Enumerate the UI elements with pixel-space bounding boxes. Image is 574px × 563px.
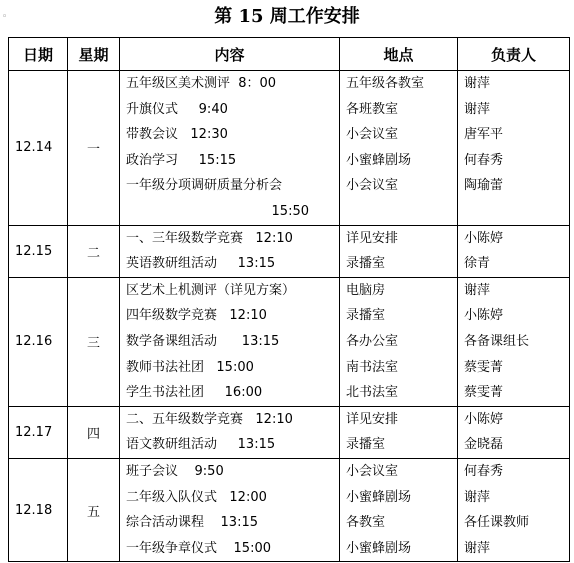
place-line: 小蜜蜂剧场	[346, 540, 412, 556]
content-line: 一、三年级数学竞赛 12:10	[126, 230, 293, 246]
schedule-body	[9, 71, 570, 562]
weekday-cell: 五	[68, 458, 120, 561]
content-line: 15:50	[271, 203, 309, 219]
place-line: 各教室	[346, 515, 386, 531]
content-line: 班子会议 9:50	[126, 463, 224, 479]
place-line: 各班教室	[346, 101, 399, 117]
header-place: 地点	[340, 38, 458, 71]
content-cell	[120, 71, 340, 226]
content-line: 教师书法社团 15:00	[126, 359, 254, 375]
weekday-cell: 三	[68, 277, 120, 406]
person-line: 徐青	[464, 256, 491, 272]
header-content: 内容	[120, 38, 340, 71]
place-line: 录播室	[346, 437, 386, 453]
header-date: 日期	[9, 38, 68, 71]
date-cell: 12.17	[9, 406, 68, 458]
person-line: 何春秀	[464, 463, 504, 479]
content-cell	[120, 277, 340, 406]
person-line: 谢萍	[464, 76, 491, 91]
weekday-cell: 四	[68, 406, 120, 458]
date-cell: 12.16	[9, 277, 68, 406]
person-line: 小陈婷	[464, 308, 504, 324]
content-line: 一年级争章仪式 15:00	[126, 540, 271, 556]
table-row	[9, 458, 570, 561]
place-line: 北书法室	[346, 385, 399, 401]
content-line: 学生书法社团 16:00	[126, 385, 263, 401]
person-line	[458, 199, 569, 225]
place-line: 小蜜蜂剧场	[346, 152, 412, 168]
page-title: 第 15 周工作安排	[214, 6, 360, 27]
table-row	[9, 71, 570, 226]
table-row	[9, 277, 570, 406]
place-line: 录播室	[346, 256, 386, 272]
person-line: 唐军平	[464, 127, 504, 143]
place-line: 详见安排	[346, 230, 399, 246]
person-line: 蔡雯菁	[464, 359, 504, 375]
person-line: 谢萍	[464, 282, 491, 298]
content-line: 四年级数学竞赛 12:10	[126, 308, 267, 324]
schedule-table	[8, 37, 570, 562]
place-cell	[340, 406, 458, 458]
content-line: 英语教研组活动 13:15	[126, 256, 276, 272]
content-line: 五年级区美术测评 8：00	[126, 76, 277, 91]
place-line: 详见安排	[346, 411, 399, 427]
place-cell	[340, 225, 458, 277]
table-row	[9, 225, 570, 277]
place-line: 电脑房	[346, 282, 386, 298]
content-line: 二、五年级数学竞赛 12:10	[126, 411, 293, 427]
person-line: 谢萍	[464, 489, 491, 505]
header-person: 负责人	[458, 38, 570, 71]
place-line: 小会议室	[346, 463, 399, 479]
person-cell	[458, 406, 570, 458]
place-line: 五年级各教室	[346, 76, 425, 91]
person-line: 各备课组长	[464, 333, 530, 349]
content-line: 数学备课组活动 13:15	[126, 333, 280, 349]
person-cell	[458, 277, 570, 406]
content-cell	[120, 406, 340, 458]
content-line: 升旗仪式 9:40	[126, 101, 228, 117]
header-weekday: 星期	[68, 38, 120, 71]
date-cell: 12.18	[9, 458, 68, 561]
content-line: 政治学习 15:15	[126, 152, 237, 168]
person-line: 小陈婷	[464, 230, 504, 246]
person-line: 谢萍	[464, 540, 491, 556]
person-cell	[458, 458, 570, 561]
place-line: 小会议室	[346, 127, 399, 143]
content-line: 带教会议 12:30	[126, 127, 228, 143]
content-line: 语文教研组活动 13:15	[126, 437, 276, 453]
person-cell	[458, 225, 570, 277]
person-line: 金晓磊	[464, 437, 504, 453]
person-line: 蔡雯菁	[464, 385, 504, 401]
anchor-marker-icon: ◦	[2, 12, 8, 22]
place-line: 各办公室	[346, 333, 399, 349]
place-line: 南书法室	[346, 359, 399, 375]
person-line: 小陈婷	[464, 411, 504, 427]
place-line: 小蜜蜂剧场	[346, 489, 412, 505]
content-cell	[120, 225, 340, 277]
header-row	[9, 38, 570, 71]
person-line: 谢萍	[464, 101, 491, 117]
content-line: 区艺术上机测评（详见方案）	[126, 282, 296, 298]
content-line: 一年级分项调研质量分析会	[126, 178, 283, 194]
place-line: 录播室	[346, 308, 386, 324]
content-cell	[120, 458, 340, 561]
place-cell	[340, 277, 458, 406]
place-cell	[340, 71, 458, 226]
person-cell	[458, 71, 570, 226]
weekday-cell: 二	[68, 225, 120, 277]
place-cell	[340, 458, 458, 561]
person-line: 何春秀	[464, 152, 504, 168]
place-line: 小会议室	[346, 178, 399, 194]
date-cell: 12.15	[9, 225, 68, 277]
place-line	[340, 199, 457, 225]
date-cell: 12.14	[9, 71, 68, 226]
content-line: 综合活动课程 13:15	[126, 515, 258, 531]
content-line: 二年级入队仪式 12:00	[126, 489, 267, 505]
person-line: 陶瑜蕾	[464, 178, 504, 194]
weekday-cell: 一	[68, 71, 120, 226]
person-line: 各任课教师	[464, 515, 530, 531]
table-row	[9, 406, 570, 458]
